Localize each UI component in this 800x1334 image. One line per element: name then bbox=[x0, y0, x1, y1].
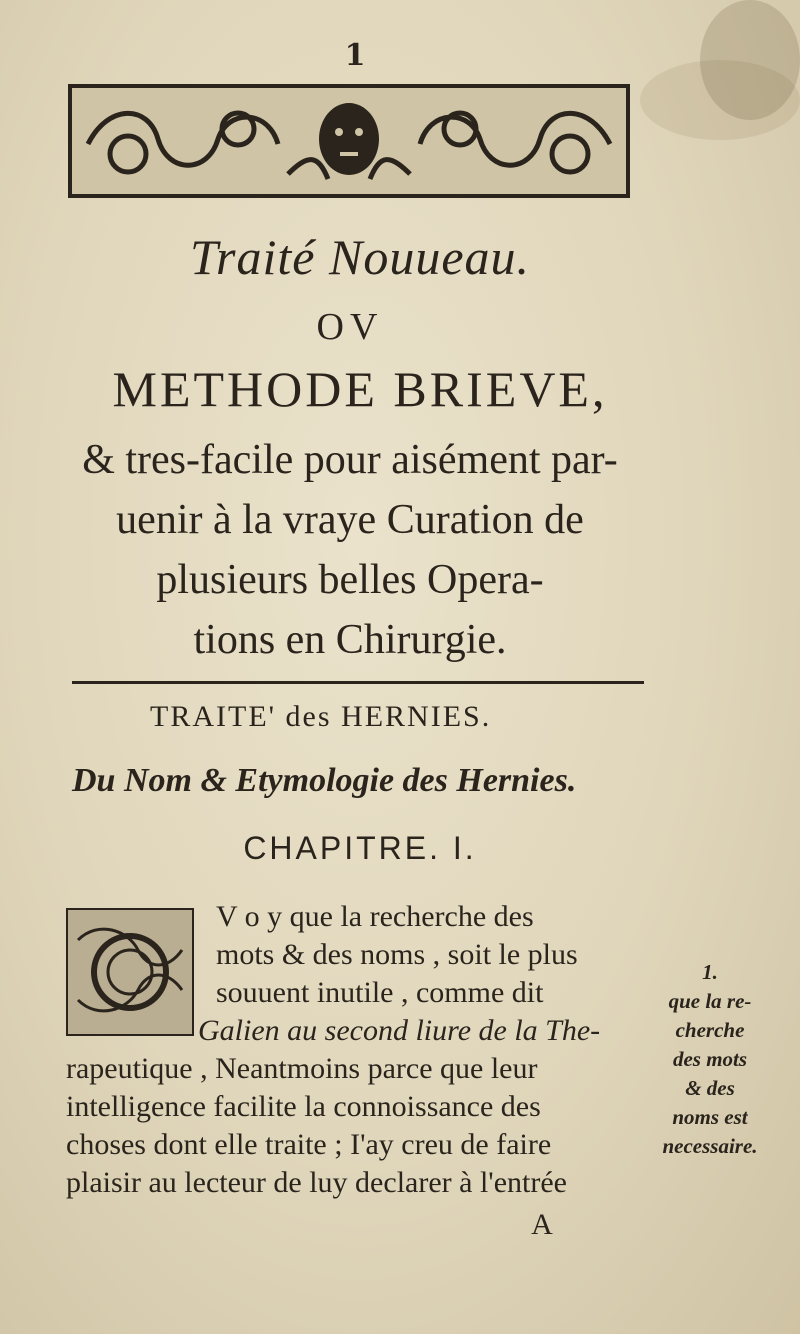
paper-damage bbox=[700, 0, 800, 120]
margin-note-line: & des bbox=[685, 1076, 735, 1100]
body-line: intelligence facilite la connoissance des bbox=[66, 1090, 541, 1123]
treatise-title: TRAITE' des HERNIES. bbox=[150, 700, 492, 733]
margin-note-line: necessaire. bbox=[662, 1134, 758, 1158]
title-methode-brieve: METHODE BRIEVE, bbox=[112, 361, 608, 417]
subtitle-line: plusieurs belles Opera- bbox=[156, 557, 544, 603]
margin-note-line: que la re- bbox=[668, 989, 752, 1013]
page-number: 1 bbox=[344, 38, 366, 73]
body-line: mots & des noms , soit le plus bbox=[216, 938, 578, 971]
body-line: plaisir au lecteur de luy declarer à l'entrée bbox=[66, 1166, 567, 1199]
margin-note-line: 1. bbox=[702, 960, 718, 984]
margin-note-line: noms est bbox=[672, 1105, 748, 1129]
subtitle-line: & tres-facile pour aisément par- bbox=[82, 437, 618, 483]
paper-stain bbox=[640, 60, 800, 140]
body-line: souuent inutile , comme dit bbox=[216, 976, 544, 1009]
ornamental-headpiece-icon bbox=[68, 84, 630, 198]
horizontal-rule bbox=[72, 681, 644, 684]
title-traite-nouueau: Traité Nouueau. bbox=[189, 229, 531, 285]
margin-note-line: des mots bbox=[672, 1047, 748, 1071]
body-line: choses dont elle traite ; I'ay creu de faire bbox=[66, 1128, 552, 1161]
body-line: Galien au second liure de la The- bbox=[198, 1014, 601, 1047]
body-line: V o y que la recherche des bbox=[216, 900, 534, 933]
body-line: rapeutique , Neantmoins parce que leur bbox=[66, 1052, 538, 1085]
subtitle-line: tions en Chirurgie. bbox=[193, 617, 507, 663]
catchword: A bbox=[531, 1208, 553, 1241]
subtitle-line: uenir à la vraye Curation de bbox=[116, 497, 584, 543]
title-ov: OV bbox=[316, 306, 384, 348]
title-subtitle bbox=[50, 430, 650, 670]
chapter-heading: CHAPITRE. I. bbox=[243, 830, 477, 866]
margin-note-line: cherche bbox=[675, 1018, 745, 1042]
margin-note bbox=[650, 958, 770, 1161]
section-title: Du Nom & Etymologie des Hernies. bbox=[72, 762, 577, 799]
decorated-initial-letter-icon bbox=[66, 908, 194, 1036]
